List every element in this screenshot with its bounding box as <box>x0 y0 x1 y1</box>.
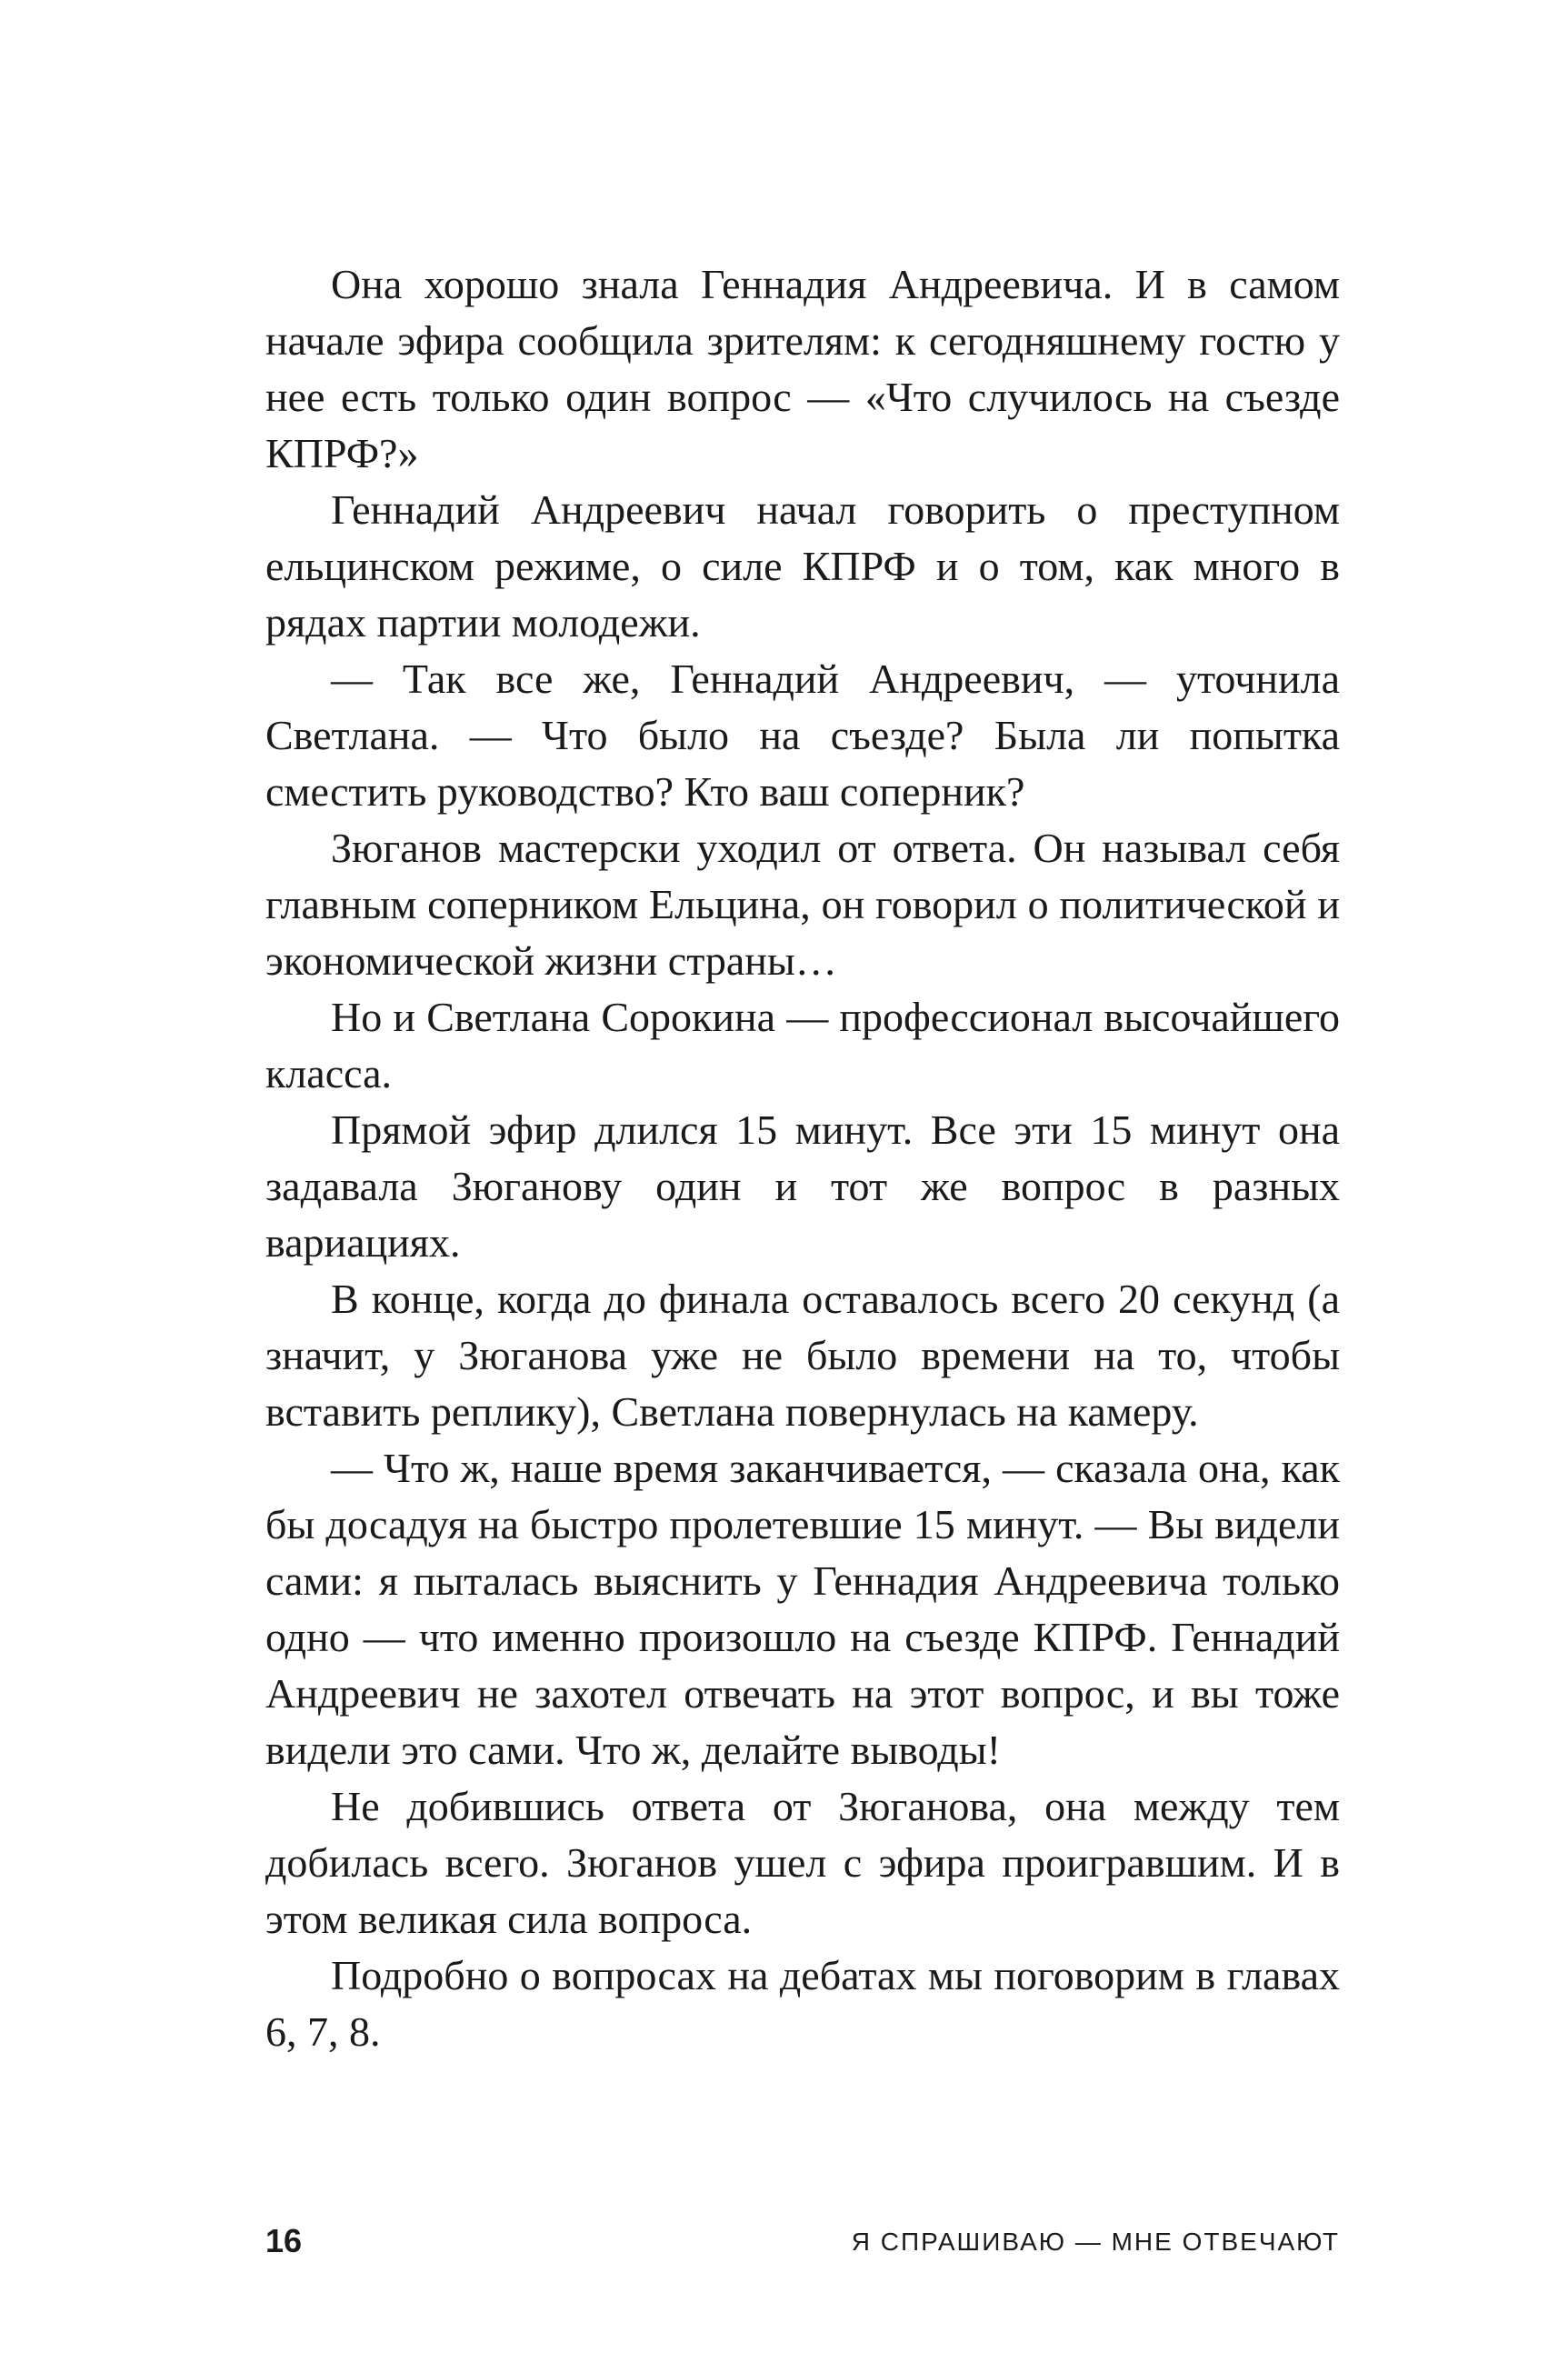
paragraph-5: Но и Светлана Сорокина — профессионал высочайшего класса. <box>265 994 1340 1096</box>
paragraph-3: — Так все же, Геннадий Андреевич, — уточнила Светлана. — Что было на съезде? Была ли попытка сместить руководство? Кто ваш соперник? <box>265 656 1340 815</box>
paragraph-7: В конце, когда до финала оставалось всего 20 секунд (а значит, у Зюганова уже не было времени на то, чтобы вставить реплику), Светлана повернулась на камеру. <box>265 1276 1340 1435</box>
paragraph-1: Она хорошо знала Геннадия Андреевича. И в самом начале эфира сообщила зрителям: к сегодняшнему гостю у нее есть только один вопрос — «Что случилось на съезде КПРФ?» <box>265 261 1340 476</box>
body-text <box>265 256 1340 2060</box>
paragraph-4: Зюганов мастерски уходил от ответа. Он называл себя главным соперником Ельцина, он говорил о политической и экономической жизни страны… <box>265 825 1340 984</box>
running-title: Я СПРАШИВАЮ — МНЕ ОТВЕЧАЮТ <box>851 2228 1340 2256</box>
page-footer <box>265 2218 1340 2264</box>
paragraph-10: Подробно о вопросах на дебатах мы поговорим в главах 6, 7, 8. <box>265 1952 1340 2055</box>
paragraph-6: Прямой эфир длился 15 минут. Все эти 15 минут она задавала Зюганову один и тот же вопрос в разных вариациях. <box>265 1106 1340 1266</box>
paragraph-2: Геннадий Андреевич начал говорить о преступном ельцинском режиме, о силе КПРФ и о том, как много в рядах партии молодежи. <box>265 486 1340 646</box>
paragraph-8: — Что ж, наше время заканчивается, — сказала она, как бы досадуя на быстро пролетевшие 15 минут. — Вы видели сами: я пыталась выяснить у Геннадия Андреевича только одно — что именно произошло на съезде КПРФ. Геннадий Андреевич не захотел отвечать на этот вопрос, и вы тоже видели это сами. Что ж, делайте выводы! <box>265 1445 1340 1773</box>
paragraph-9: Не добившись ответа от Зюганова, она между тем добилась всего. Зюганов ушел с эфира проигравшим. И в этом великая сила вопроса. <box>265 1783 1340 1942</box>
page-number: 16 <box>265 2222 303 2259</box>
